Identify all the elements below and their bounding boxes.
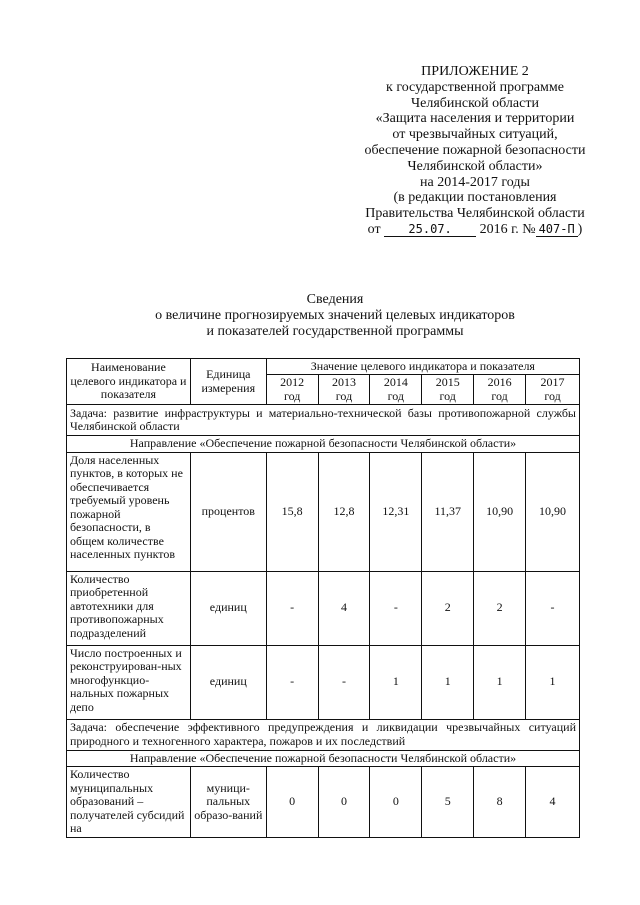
header-unit: Единица измерения xyxy=(190,359,266,405)
value-2015: 11,37 xyxy=(422,452,474,571)
value-2013: 12,8 xyxy=(318,452,370,571)
year-header: 2015 год xyxy=(422,375,474,405)
resolution-reference xyxy=(340,222,610,238)
indicator-unit: процентов xyxy=(190,452,266,571)
value-2017: - xyxy=(526,571,580,645)
direction-row xyxy=(67,750,580,767)
title-line-1: Сведения xyxy=(306,292,364,307)
document-title xyxy=(100,292,570,340)
value-2016: 1 xyxy=(474,645,526,719)
appendix-line: (в редакции постановления xyxy=(393,190,557,206)
appendix-line: к государственной программе xyxy=(386,79,564,95)
resolution-date: 25.07. xyxy=(384,223,476,237)
appendix-heading: ПРИЛОЖЕНИЕ 2 xyxy=(421,64,529,79)
table-row xyxy=(67,645,580,719)
appendix-line: Правительства Челябинской области xyxy=(365,206,585,222)
value-2013: - xyxy=(318,645,370,719)
closing-paren: ) xyxy=(577,221,583,237)
indicator-unit: единиц xyxy=(190,571,266,645)
value-2016: 2 xyxy=(474,571,526,645)
year-number-label: 2016 г. № xyxy=(479,221,536,237)
value-2016: 8 xyxy=(474,767,526,838)
value-2013: 4 xyxy=(318,571,370,645)
appendix-line: обеспечение пожарной безопасности xyxy=(364,142,586,158)
indicator-unit: единиц xyxy=(190,645,266,719)
value-2017: 10,90 xyxy=(526,452,580,571)
appendix-line: от чрезвычайных ситуаций, xyxy=(392,127,558,143)
year-header: 2017 год xyxy=(526,375,580,405)
task-row xyxy=(67,405,580,436)
header-values: Значение целевого индикатора и показателя xyxy=(266,359,579,375)
header-name: Наименование целевого индикатора и показателя xyxy=(67,359,191,405)
value-2014: - xyxy=(370,571,422,645)
direction-2: Направление «Обеспечение пожарной безопасности Челябинской области» xyxy=(67,750,580,767)
title-line-3: и показателей государственной программы xyxy=(206,324,464,339)
value-2015: 5 xyxy=(422,767,474,838)
value-2012: - xyxy=(266,645,318,719)
table-row xyxy=(67,452,580,571)
appendix-block xyxy=(340,64,610,238)
task-2: Задача: обеспечение эффективного предупреждения и ликвидации чрезвычайных ситуаций природного и техногенного характера, пожаров и их последствий xyxy=(67,719,580,750)
value-2012: 15,8 xyxy=(266,452,318,571)
value-2014: 0 xyxy=(370,767,422,838)
value-2013: 0 xyxy=(318,767,370,838)
appendix-line: «Защита населения и территории xyxy=(375,111,575,127)
value-2017: 1 xyxy=(526,645,580,719)
indicator-name: Число построенных и реконструирован-ных многофункцио-нальных пожарных депо xyxy=(67,645,191,719)
year-header: 2016 год xyxy=(474,375,526,405)
appendix-line: на 2014-2017 годы xyxy=(420,174,530,190)
value-2016: 10,90 xyxy=(474,452,526,571)
header-row xyxy=(67,359,580,375)
task-row xyxy=(67,719,580,750)
indicator-unit: муници-пальных образо-ваний xyxy=(190,767,266,838)
table-row xyxy=(67,767,580,838)
appendix-line: Челябинской области xyxy=(411,95,539,111)
year-header: 2013 год xyxy=(318,375,370,405)
value-2014: 1 xyxy=(370,645,422,719)
indicators-table xyxy=(66,358,580,838)
value-2015: 1 xyxy=(422,645,474,719)
indicator-name: Количество муниципальных образований – получателей субсидий на xyxy=(67,767,191,838)
value-2012: 0 xyxy=(266,767,318,838)
indicator-name: Доля населенных пунктов, в которых не обеспечивается требуемый уровень пожарной безопасности, в общем количестве населенных пунктов xyxy=(67,452,191,571)
value-2014: 12,31 xyxy=(370,452,422,571)
value-2017: 4 xyxy=(526,767,580,838)
indicator-name: Количество приобретенной автотехники для противопожарных подразделений xyxy=(67,571,191,645)
appendix-line: Челябинской области» xyxy=(407,158,543,174)
task-1: Задача: развитие инфраструктуры и материально-технической базы противопожарной службы Челябинской области xyxy=(67,405,580,436)
resolution-number: 407-П xyxy=(536,223,578,237)
value-2012: - xyxy=(266,571,318,645)
value-2015: 2 xyxy=(422,571,474,645)
direction-row xyxy=(67,436,580,453)
title-line-2: о величине прогнозируемых значений целевых индикаторов xyxy=(155,308,515,323)
direction-1: Направление «Обеспечение пожарной безопасности Челябинской области» xyxy=(67,436,580,453)
year-header: 2014 год xyxy=(370,375,422,405)
year-header: 2012 год xyxy=(266,375,318,405)
table-row xyxy=(67,571,580,645)
from-label: от xyxy=(367,221,381,237)
